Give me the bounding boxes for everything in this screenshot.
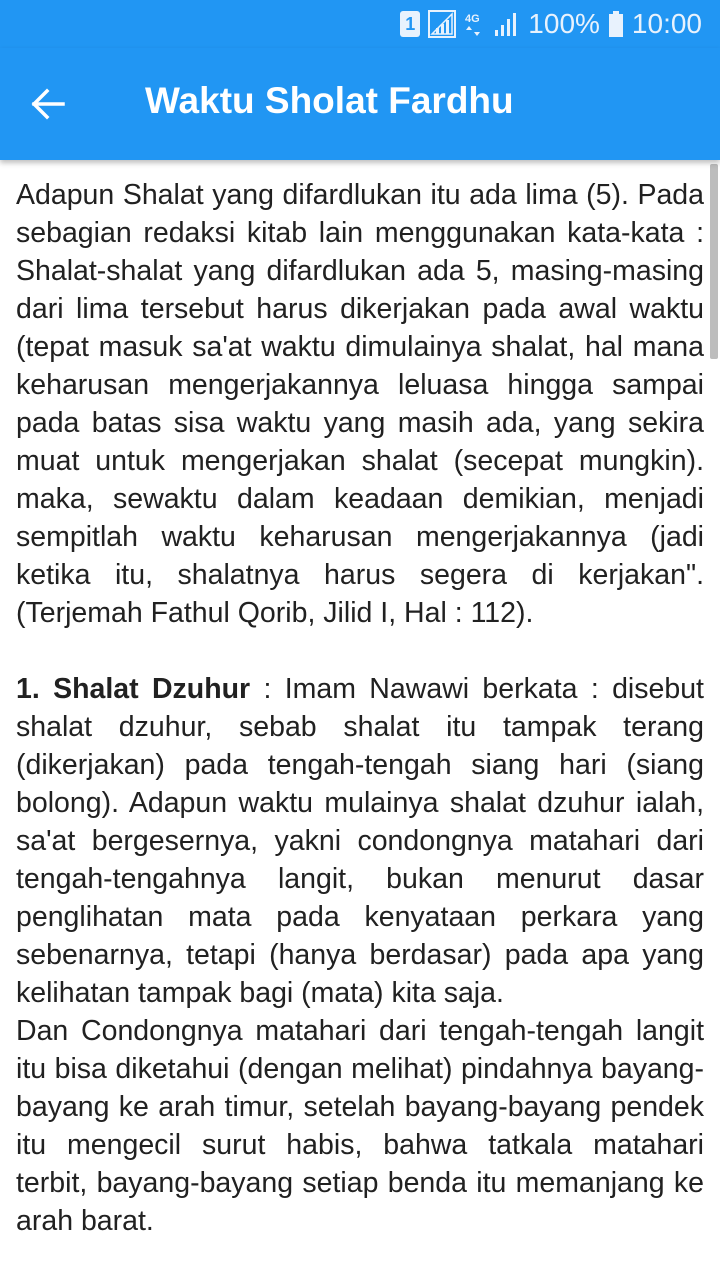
app-bar	[0, 48, 720, 160]
paragraph-spacer	[16, 632, 704, 670]
section-1-heading: 1. Shalat Dzuhur	[16, 673, 251, 705]
status-bar	[0, 0, 720, 48]
sim-icon	[400, 11, 420, 37]
article-scroll-view[interactable]	[0, 160, 720, 1280]
clock: 10:00	[631, 8, 702, 39]
section-1-paragraph	[16, 670, 704, 1012]
article-body	[16, 176, 704, 1240]
status-icons	[400, 0, 702, 48]
section-1-text: : Imam Nawawi berkata : disebut shalat dzuhur, sebab shalat itu tampak terang (dikerjakan) pada tengah-tengah siang hari (siang bolong). Adapun waktu mulainya shalat dzuhur ialah, sa'at bergesernya, yakni condongnya matahari dari tengah-tengahnya langit, bukan menurut dasar penglihatan mata pada kenyataan perkara yang sebenarnya, tetapi (hanya berdasar) pada apa yang kelihatan tampak bagi (mata) kita saja.	[16, 673, 704, 1009]
arrow-back-icon	[30, 86, 66, 122]
wifi-signal-icon	[428, 10, 456, 38]
battery-icon	[608, 10, 624, 38]
article-intro: Adapun Shalat yang difardlukan itu ada lima (5). Pada sebagian redaksi kitab lain menggunakan kata-kata : Shalat-shalat yang difardlukan ada 5, masing-masing dari lima tersebut harus dikerjakan pada awal waktu (tepat masuk sa'at waktu dimulainya shalat, hal mana keharusan mengerjakannya leluasa hingga sampai pada batas sisa waktu yang masih ada, yang sekira muat untuk mengerjakan shalat (secepat mungkin). maka, sewaktu dalam keadaan demikian, menjadi sempitlah waktu keharusan mengerjakannya (jadi ketika itu, shalatnya harus segera di kerjakan". (Terjemah Fathul Qorib, Jilid I, Hal : 112).	[16, 179, 704, 629]
network-4g-icon	[464, 10, 486, 38]
network-type-label: 4G	[465, 13, 480, 25]
sim-slot-label: 1	[405, 13, 416, 34]
section-1-continued: Dan Condongnya matahari dari tengah-tengah langit itu bisa diketahui (dengan melihat) pindahnya bayang-bayang ke arah timur, setelah bayang-bayang pendek itu mengecil surut habis, bahwa tatkala matahari terbit, bayang-bayang setiap benda itu memanjang ke arah barat.	[16, 1015, 704, 1237]
scrollbar-thumb[interactable]	[710, 164, 718, 359]
cell-signal-icon	[494, 10, 520, 38]
page-title: Waktu Sholat Fardhu	[145, 80, 514, 121]
back-button[interactable]	[16, 68, 80, 140]
battery-percent: 100%	[528, 8, 600, 39]
